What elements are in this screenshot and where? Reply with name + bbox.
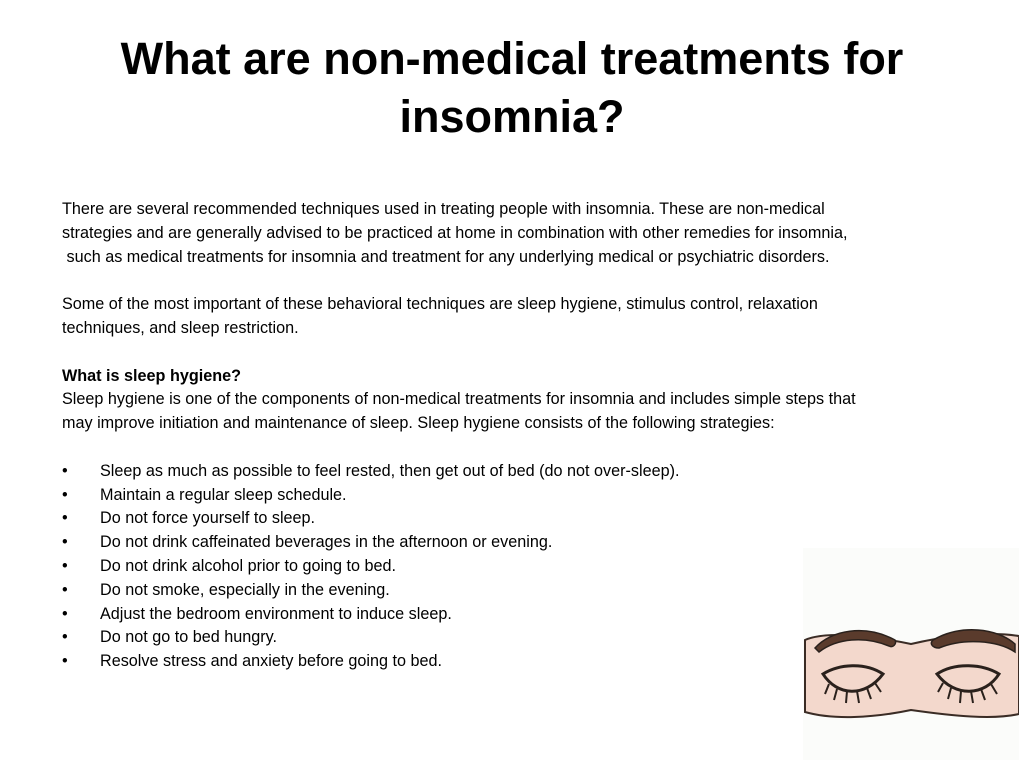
slide-title: What are non-medical treatments for insomnia?	[120, 33, 904, 142]
list-item-text: Sleep as much as possible to feel rested, then get out of bed (do not over-sleep).	[100, 461, 680, 480]
hygiene-line: may improve initiation and maintenance of sleep. Sleep hygiene consists of the following strategies:	[62, 414, 775, 433]
intro-line: strategies and are generally advised to be practiced at home in combination with other remedies for insomnia,	[62, 223, 848, 242]
intro-line: such as medical treatments for insomnia and treatment for any underlying medical or psychiatric disorders.	[62, 247, 830, 266]
list-item-text: Maintain a regular sleep schedule.	[100, 485, 347, 504]
bullet-icon: •	[62, 628, 68, 647]
spacer	[62, 436, 972, 460]
bullet-icon: •	[62, 461, 68, 480]
list-item	[62, 484, 972, 508]
list-item-text: Do not force yourself to sleep.	[100, 509, 316, 528]
bullet-icon: •	[62, 604, 68, 623]
behavioral-line: Some of the most important of these behavioral techniques are sleep hygiene, stimulus control, relaxation	[62, 295, 818, 314]
hygiene-paragraph	[62, 388, 972, 436]
intro-line: There are several recommended techniques used in treating people with insomnia. These are non-medical	[62, 200, 825, 218]
list-item-text: Do not drink alcohol prior to going to bed.	[100, 556, 397, 575]
bullet-icon: •	[62, 485, 68, 504]
list-item-text: Do not drink caffeinated beverages in the afternoon or evening.	[100, 533, 553, 552]
bullet-icon: •	[62, 509, 68, 528]
closed-eyes-icon	[803, 548, 1019, 760]
spacer	[62, 341, 972, 365]
list-item-text: Do not smoke, especially in the evening.	[100, 580, 390, 599]
bullet-icon: •	[62, 580, 68, 599]
bullet-icon: •	[62, 533, 68, 552]
spacer	[62, 269, 972, 293]
bullet-icon: •	[62, 556, 68, 575]
bullet-icon: •	[62, 652, 68, 671]
list-item	[62, 507, 972, 531]
hygiene-line: Sleep hygiene is one of the components of non-medical treatments for insomnia and includes simple steps that	[62, 390, 856, 409]
list-item	[62, 460, 972, 484]
behavioral-paragraph	[62, 293, 972, 341]
list-item-text: Resolve stress and anxiety before going to bed.	[100, 652, 442, 671]
list-item-text: Do not go to bed hungry.	[100, 628, 277, 647]
section-heading: What is sleep hygiene?	[62, 366, 242, 385]
skin-band	[805, 634, 1019, 717]
behavioral-line: techniques, and sleep restriction.	[62, 318, 299, 337]
list-item-text: Adjust the bedroom environment to induce sleep.	[100, 604, 452, 623]
intro-paragraph	[62, 198, 972, 269]
